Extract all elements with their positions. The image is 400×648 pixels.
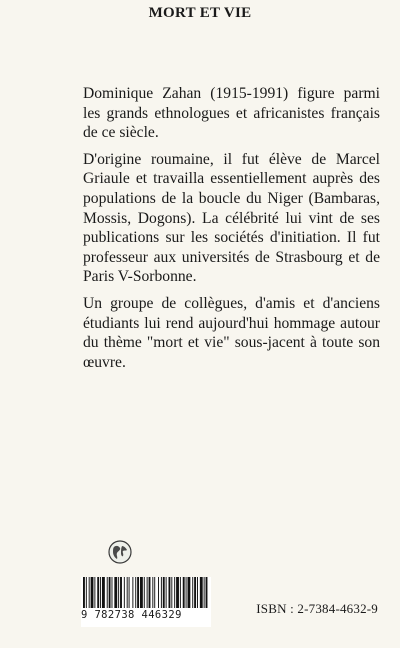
- text-line: populations de la boucle du Niger (Bambaras,: [83, 189, 380, 207]
- text-line: Griaule et travailla essentiellement auprès des: [83, 170, 380, 188]
- text-line: du thème "mort et vie" sous-jacent à toute son: [83, 334, 380, 352]
- blurb: [83, 84, 380, 379]
- barcode-bars: [81, 577, 211, 611]
- globe-logo-icon: [108, 540, 132, 564]
- text-line: Mossis, Dogons). La célébrité lui vint de ses: [83, 209, 380, 227]
- text-line: les grands ethnologues et africanistes français: [83, 104, 380, 122]
- text-line: œuvre.: [83, 353, 126, 371]
- paragraph-3: [83, 294, 380, 372]
- isbn-number: ISBN : 2-7384-4632-9: [256, 601, 378, 616]
- barcode: [81, 577, 211, 627]
- text-line: publications sur les sociétés d'initiation. Il fut: [83, 229, 380, 247]
- text-line: étudiants lui rend aujourd'hui hommage autour: [83, 314, 380, 332]
- text-line: professeur aux universités de Strasbourg et de: [83, 248, 380, 266]
- text-line: D'origine roumaine, il fut élève de Marcel: [83, 150, 380, 168]
- text-line: Paris V-Sorbonne.: [83, 268, 197, 286]
- paragraph-1: [83, 84, 380, 143]
- paragraph-2: [83, 150, 380, 287]
- text-line: de ce siècle.: [83, 124, 159, 142]
- text-line: Un groupe de collègues, d'amis et d'anciens: [83, 294, 380, 312]
- book-title: MORT ET VIE: [148, 5, 252, 21]
- barcode-digits: 9 782738 446329: [81, 608, 211, 621]
- text-line: Dominique Zahan (1915-1991) figure parmi: [83, 85, 380, 102]
